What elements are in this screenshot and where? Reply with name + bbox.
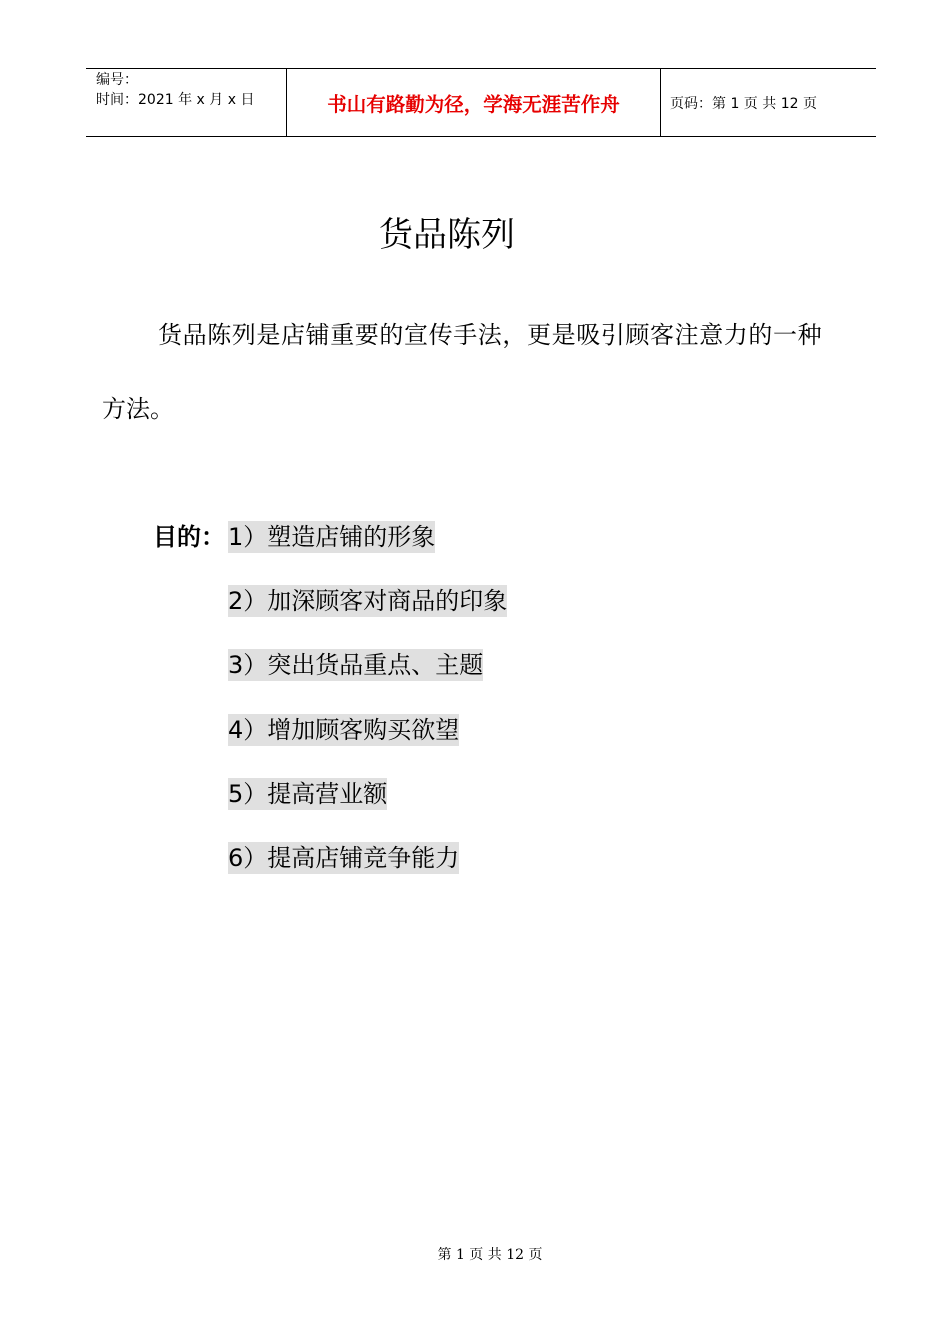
purpose-item <box>228 585 507 649</box>
header-page-number: 页码：第 1 页 共 12 页 <box>670 95 817 112</box>
document-date: 时间：2021 年 x 月 x 日 <box>96 92 255 108</box>
intro-paragraph-line-1: 货品陈列是店铺重要的宣传手法，更是吸引顾客注意力的一种 <box>158 321 823 349</box>
header-motto: 书山有路勤为径，学海无涯苦作舟 <box>327 92 620 116</box>
document-number-label: 编号： <box>96 72 138 88</box>
header-meta-cell <box>86 69 287 136</box>
document-title: 货品陈列 <box>379 215 515 255</box>
header-page-cell <box>661 69 876 136</box>
purpose-item-text: 3）突出货品重点、主题 <box>228 651 484 680</box>
purpose-item-text: 5）提高营业额 <box>228 779 388 808</box>
document-header-table <box>86 68 876 137</box>
purpose-item-text: 6）提高店铺竞争能力 <box>228 843 460 872</box>
purpose-item-text: 4）增加顾客购买欲望 <box>228 715 460 744</box>
document-title-wrap <box>0 212 890 258</box>
purpose-item <box>228 521 507 585</box>
purpose-label: 目的： <box>153 523 225 551</box>
purpose-item-text: 2）加深顾客对商品的印象 <box>228 587 508 616</box>
page-footer <box>0 1246 950 1264</box>
footer-page-number: 第 1 页 共 12 页 <box>437 1247 543 1263</box>
purpose-item <box>228 714 507 778</box>
header-motto-cell <box>287 69 661 136</box>
purpose-item <box>228 842 507 906</box>
intro-paragraph-line-2: 方法。 <box>102 395 174 423</box>
purpose-item <box>228 649 507 713</box>
purpose-item <box>228 778 507 842</box>
purpose-list <box>228 521 507 906</box>
purpose-item-text: 1）塑造店铺的形象 <box>228 523 436 551</box>
